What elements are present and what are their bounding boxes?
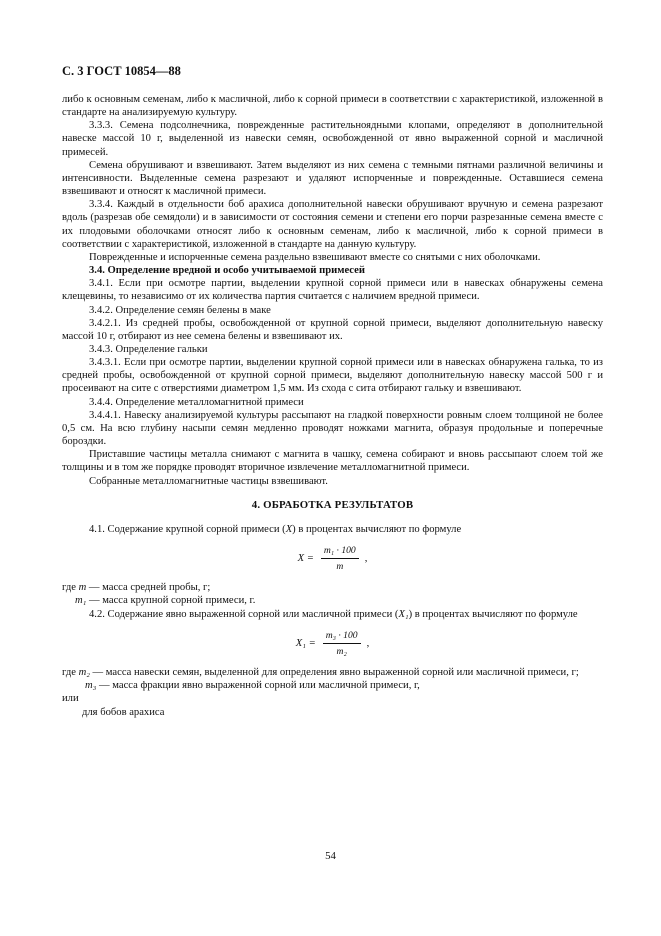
where-m bbox=[62, 581, 603, 594]
paragraph-3-4-2-1: 3.4.2.1. Из средней пробы, освобожденной от крупной сорной примеси, выделяют дополнительную навеску массой 10 г, отбирают из нее семена белены и взвешивают их. bbox=[62, 317, 603, 342]
paragraph-3-4-3: 3.4.3. Определение гальки bbox=[89, 343, 208, 355]
where-m1-text: — масса крупной сорной примеси, г. bbox=[86, 595, 256, 607]
formula-2-denominator: m₂ bbox=[336, 645, 347, 657]
formula-1-fraction bbox=[321, 544, 359, 573]
p41-text-b: ) в процентах вычисляют по формуле bbox=[292, 523, 462, 535]
where-m1 bbox=[62, 594, 603, 607]
or-text: или bbox=[62, 693, 79, 705]
peanut-text: для бобов арахиса bbox=[82, 706, 165, 718]
where-m3-symbol: m₃ bbox=[85, 680, 97, 692]
formula-1-comma: , bbox=[364, 553, 368, 565]
paragraph-hulling: Семена обрушивают и взвешивают. Затем выделяют из них семена с темными пятнами различной величины и интенсивности. Выделенные семена разрезают и удаляют испорченные и поврежденные. Оставшиеся семена взвешивают и относят к масличной примеси. bbox=[62, 159, 603, 198]
where-m2-prefix: где bbox=[62, 667, 79, 679]
paragraph-metal-particles: Приставшие частицы металла снимают с магнита в чашку, семена собирают и вновь рассыпают слоем той же толщины и в том же порядке проводят вторичное извлечение металломагнитной примеси. bbox=[62, 449, 603, 474]
where-m2-text: — масса навески семян, выделенной для определения явно выраженной сорной или масличной примеси, г; bbox=[89, 667, 579, 679]
paragraph-continuation: либо к основным семенам, либо к масличной, либо к сорной примеси в соответствии с характеристикой, изложенной в стандарте на анализируемую культуру. bbox=[62, 94, 603, 119]
p41-text-a: 4.1. Содержание крупной сорной примеси ( bbox=[89, 523, 286, 535]
paragraph-3-4-3-1: 3.4.3.1. Если при осмотре партии, выделении крупной сорной примеси или в навесках обнаружена галька, то из средней пробы, освобожденной от крупной сорной примеси, выделяют дополнительную навеску массой 500 г и просеивают на сите с отверстиями диаметром 1,5 мм. Из схода с сита отбирают гальку и взвешивают. bbox=[62, 357, 603, 395]
formula-1 bbox=[62, 544, 603, 573]
page-header: С. 3 ГОСТ 10854—88 bbox=[62, 64, 181, 78]
paragraph-3-4-2: 3.4.2. Определение семян белены в маке bbox=[89, 304, 271, 316]
p42-text-a: 4.2. Содержание явно выраженной сорной или масличной примеси ( bbox=[89, 608, 399, 620]
formula-2-lhs: X₁ = bbox=[295, 637, 316, 649]
document-body bbox=[62, 93, 603, 719]
where-m1-symbol: m₁ bbox=[75, 595, 87, 607]
where-m3 bbox=[62, 679, 603, 692]
paragraph-3-4-1: 3.4.1. Если при осмотре партии, выделении крупной сорной примеси или в навесках обнаружены семена клещевины, то независимо от их количества партия считается с наличием вредной примеси. bbox=[62, 278, 603, 303]
section-4-title: 4. ОБРАБОТКА РЕЗУЛЬТАТОВ bbox=[251, 498, 414, 511]
paragraph-3-4-4-1: 3.4.4.1. Навеску анализируемой культуры рассыпают на гладкой поверхности ровным слоем толщиной не более 0,5 см. На всю глубину насыпи семян медленно проводят ножками магнита, образуя продольные и поперечные бороздки. bbox=[62, 409, 603, 448]
formula-2-numerator: m₃ · 100 bbox=[323, 629, 361, 644]
formula-1-lhs: X = bbox=[297, 553, 314, 565]
paragraph-3-4-4: 3.4.4. Определение металломагнитной примеси bbox=[89, 396, 304, 408]
where-m-text: — масса средней пробы, г; bbox=[86, 582, 211, 594]
where-m-symbol: m bbox=[78, 582, 87, 594]
where-m3-text: — масса фракции явно выраженной сорной или масличной примеси, г, bbox=[96, 680, 420, 692]
formula-2-comma: , bbox=[366, 637, 370, 649]
paragraph-4-2 bbox=[62, 608, 603, 621]
where-m-prefix: где bbox=[62, 582, 79, 594]
formula-2-fraction bbox=[323, 629, 361, 658]
subsection-3-4-heading: 3.4. Определение вредной и особо учитываемой примесей bbox=[89, 265, 365, 277]
p41-symbol: X bbox=[285, 523, 293, 535]
formula-1-denominator: m bbox=[336, 561, 344, 573]
formula-2 bbox=[62, 629, 603, 658]
where-m2 bbox=[62, 666, 603, 679]
formula-1-numerator: m₁ · 100 bbox=[321, 544, 359, 559]
paragraph-3-3-4: 3.3.4. Каждый в отдельности боб арахиса дополнительной навески обрушивают вручную и семена разрезают вдоль (разрезав обе семядоли) и в зависимости от состояния семени и степени его порчи разрезанные семена вместе с их плодовыми оболочками относят либо к основным семенам, либо к масличной, либо к сорной примеси в соответствии с характеристикой, изложенной в стандарте на данную культуру. bbox=[62, 199, 603, 250]
where-m2-symbol: m₂ bbox=[78, 667, 90, 679]
p42-symbol: X₁ bbox=[398, 608, 409, 620]
p42-text-b: ) в процентах вычисляют по формуле bbox=[408, 608, 578, 620]
paragraph-3-3-3: 3.3.3. Семена подсолнечника, поврежденные растительноядными клопами, определяют в дополнительной навеске массой 10 г, выделенной из навески семян, освобожденной от явно выраженной сорной и масличной примесей. bbox=[62, 120, 603, 158]
paragraph-4-1 bbox=[62, 523, 603, 536]
paragraph-collected-particles: Собранные металломагнитные частицы взвешивают. bbox=[89, 475, 328, 487]
paragraph-damaged-seeds: Поврежденные и испорченные семена раздельно взвешивают вместе со снятыми с них оболочками. bbox=[89, 251, 541, 263]
page-number: 54 bbox=[325, 850, 336, 862]
